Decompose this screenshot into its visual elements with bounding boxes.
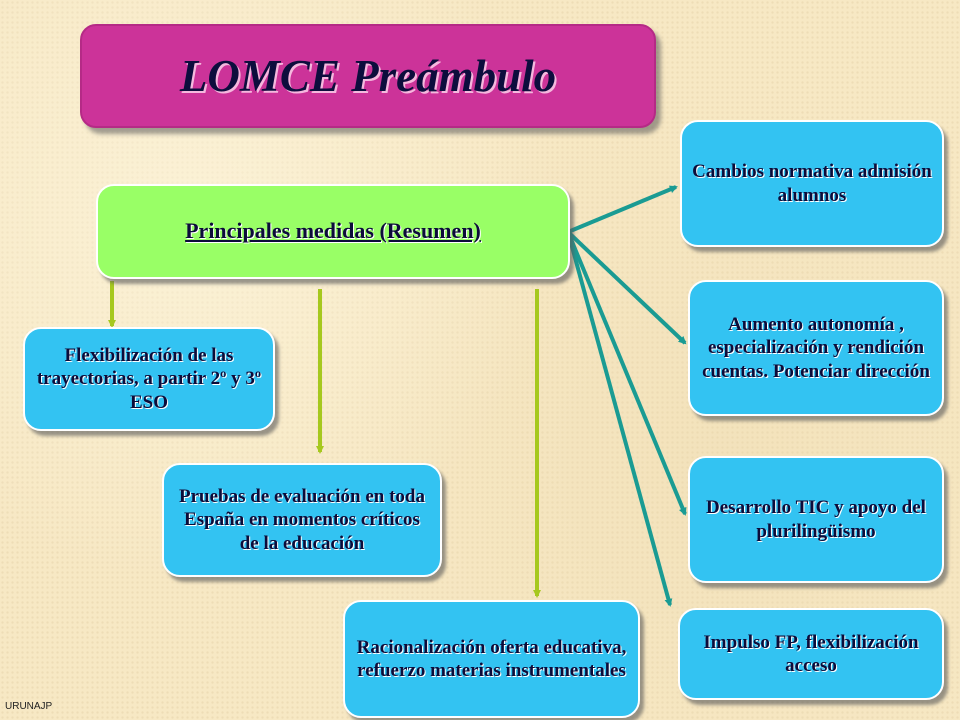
node-racionalizacion-label: Racionalización oferta educativa, refuerzo materias instrumentales bbox=[356, 636, 627, 681]
title-box bbox=[80, 24, 656, 128]
page-title: LOMCE Preámbulo bbox=[179, 50, 557, 101]
node-impulso-fp bbox=[678, 608, 944, 700]
node-pruebas-evaluacion bbox=[162, 463, 442, 577]
node-cambios-normativa-label: Cambios normativa admisión alumnos bbox=[692, 161, 932, 206]
connector-to-cambios bbox=[568, 187, 676, 232]
node-desarrollo-tic bbox=[688, 456, 944, 583]
node-cambios-normativa bbox=[680, 120, 944, 247]
node-impulso-fp-label: Impulso FP, flexibilización acceso bbox=[703, 631, 919, 676]
node-flexibilizacion bbox=[23, 327, 275, 431]
footer-author: URUNAJP bbox=[5, 701, 53, 712]
node-desarrollo-tic-label: Desarrollo TIC y apoyo del plurilingüismo bbox=[706, 497, 926, 542]
node-pruebas-evaluacion-label: Pruebas de evaluación en toda España en momentos críticos de la educación bbox=[179, 486, 425, 554]
node-aumento-autonomia bbox=[688, 280, 944, 416]
node-flexibilizacion-label: Flexibilización de las trayectorias, a partir 2º y 3º ESO bbox=[36, 345, 262, 413]
node-aumento-autonomia-label: Aumento autonomía , especialización y rendición cuentas. Potenciar dirección bbox=[702, 314, 930, 382]
main-measures-box bbox=[96, 184, 570, 279]
main-measures-label: Principales medidas (Resumen) bbox=[185, 218, 481, 244]
connector-to-impulso bbox=[568, 232, 670, 605]
connector-to-aumento bbox=[568, 232, 685, 343]
node-racionalizacion bbox=[343, 600, 640, 718]
connector-to-desarrollo bbox=[568, 232, 685, 514]
